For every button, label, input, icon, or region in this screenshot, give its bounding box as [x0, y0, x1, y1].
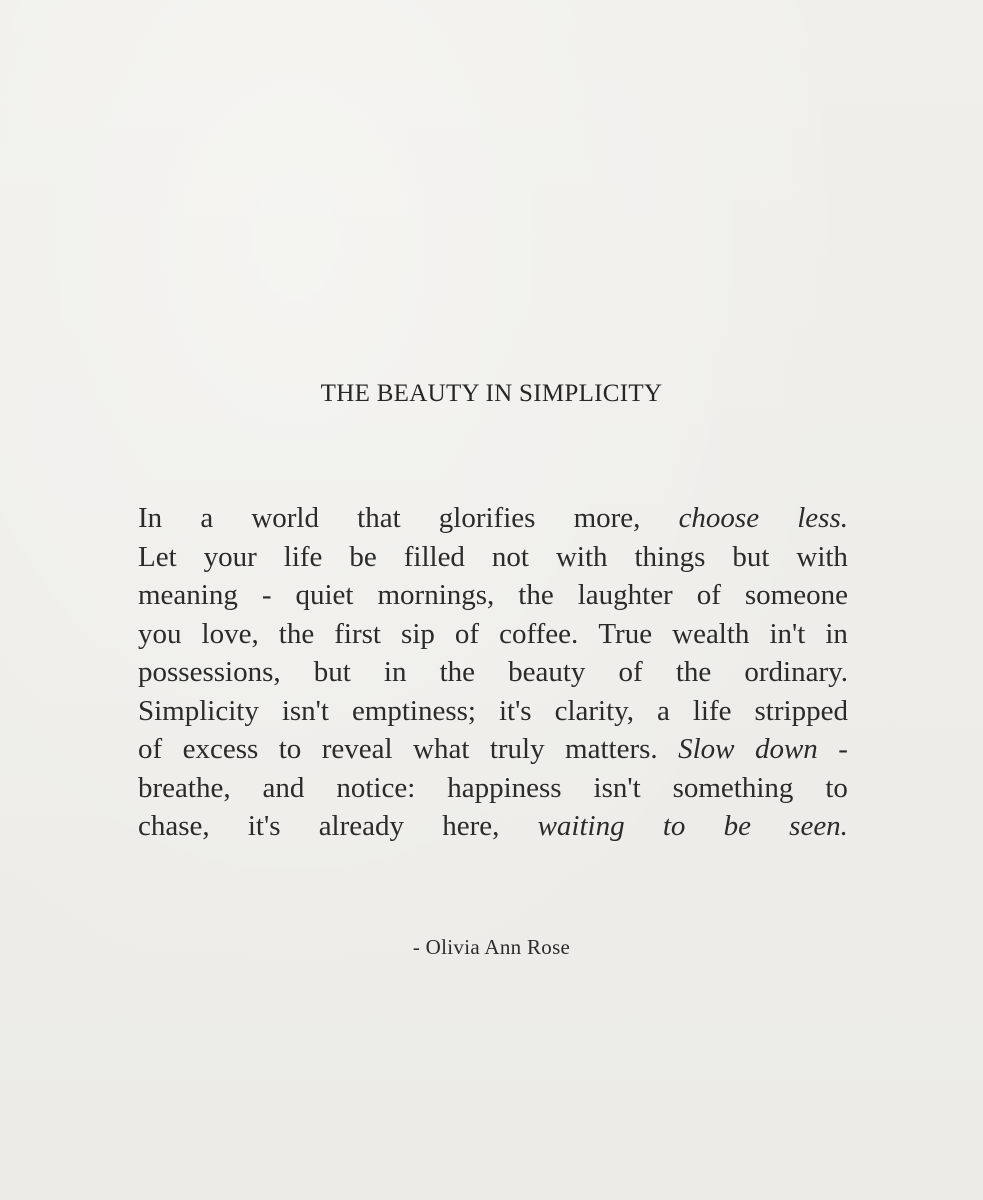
word: choose — [678, 502, 760, 534]
word: Let — [138, 540, 177, 573]
word: emptiness; — [351, 694, 476, 727]
word: with — [796, 540, 848, 573]
word: life — [692, 694, 732, 727]
word: someone — [744, 579, 848, 611]
word: be — [723, 810, 751, 842]
word: ordinary. — [744, 656, 848, 688]
word: excess — [182, 733, 259, 765]
word: be — [349, 540, 377, 573]
word: In — [138, 502, 163, 534]
word: wealth — [672, 617, 750, 650]
word: notice: — [336, 771, 416, 804]
word: it's — [498, 694, 532, 727]
word: the — [518, 579, 554, 611]
word: quiet — [295, 579, 354, 611]
word: life — [283, 540, 323, 573]
word: - — [838, 733, 848, 765]
word: of — [454, 617, 480, 650]
word: down — [754, 733, 818, 765]
word: the — [278, 617, 315, 650]
word: coffee. — [499, 617, 579, 650]
word: to — [662, 810, 686, 842]
word: happiness — [447, 771, 562, 804]
word: meaning — [138, 579, 238, 611]
word: possessions, — [138, 656, 281, 688]
word: stripped — [754, 694, 848, 727]
word: something — [672, 771, 794, 804]
text-line — [138, 692, 848, 731]
word: to — [825, 771, 848, 804]
word: you — [138, 617, 182, 650]
word: of — [618, 656, 643, 688]
word: reveal — [321, 733, 393, 765]
word: filled — [403, 540, 465, 573]
word: things — [634, 540, 706, 573]
text-line — [138, 576, 848, 615]
word: seen. — [789, 810, 848, 842]
word: of — [138, 733, 163, 765]
text-line — [138, 615, 848, 654]
word: in't — [769, 617, 806, 650]
word: a — [200, 502, 214, 534]
word: breathe, — [138, 771, 231, 804]
author-attribution: - Olivia Ann Rose — [412, 935, 571, 959]
page-title: THE BEAUTY IN SIMPLICITY — [320, 380, 663, 407]
word: less. — [797, 502, 848, 534]
word: to — [278, 733, 302, 765]
text-line — [138, 538, 848, 577]
word: in — [383, 656, 407, 688]
word: world — [251, 502, 319, 534]
word: clarity, — [554, 694, 635, 727]
word: more, — [573, 502, 641, 534]
text-line — [138, 499, 848, 538]
word: it's — [247, 810, 281, 842]
word: laughter — [577, 579, 673, 611]
text-line — [138, 653, 848, 692]
word: matters. — [565, 733, 658, 765]
word: chase, — [138, 810, 210, 842]
word: your — [203, 540, 257, 573]
word: that — [357, 502, 401, 534]
word: love, — [201, 617, 259, 650]
word: sip — [401, 617, 435, 650]
word: Slow — [678, 733, 735, 765]
word: True — [598, 617, 653, 650]
text-line — [138, 730, 848, 769]
word: here, — [442, 810, 500, 842]
word: in — [825, 617, 848, 650]
word: with — [555, 540, 608, 573]
word: already — [318, 810, 405, 842]
word: mornings, — [377, 579, 495, 611]
word: truly — [489, 733, 545, 765]
word: glorifies — [438, 502, 536, 534]
word: of — [696, 579, 721, 611]
word: waiting — [537, 810, 625, 842]
word: what — [413, 733, 470, 765]
word: first — [334, 617, 381, 650]
word: - — [261, 579, 272, 611]
text-line — [138, 769, 848, 808]
word: but — [732, 540, 770, 573]
text-line — [138, 807, 848, 846]
word: the — [675, 656, 712, 688]
word: isn't — [281, 694, 329, 727]
word: beauty — [508, 656, 586, 688]
word: Simplicity — [138, 694, 259, 727]
word: but — [313, 656, 351, 688]
word: and — [262, 771, 305, 804]
word: a — [657, 694, 670, 727]
word: isn't — [593, 771, 641, 804]
quote-body — [138, 499, 848, 846]
word: the — [439, 656, 475, 688]
word: not — [491, 540, 529, 573]
